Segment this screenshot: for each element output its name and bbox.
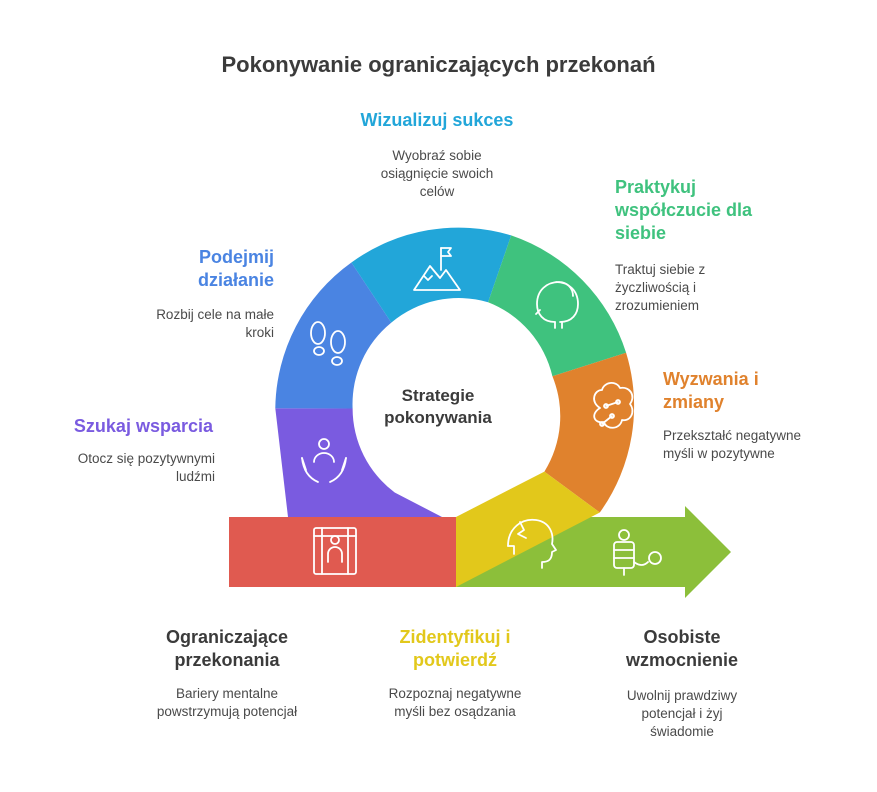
- desc-line: myśli w pozytywne: [663, 446, 775, 461]
- heading-limiting-beliefs: [127, 626, 327, 672]
- heading-line: potwierdź: [413, 650, 497, 670]
- heading-line: siebie: [615, 223, 667, 243]
- heading-line: Wizualizuj sukces: [360, 110, 514, 130]
- desc-seek-support: [78, 450, 215, 486]
- heading-line: współczucie dla: [615, 200, 753, 220]
- heading-seek-support-line: Szukaj wsparcia: [73, 416, 213, 436]
- heading-line: Osobiste: [643, 627, 721, 647]
- desc-line: kroki: [245, 325, 274, 340]
- heading-line: przekonania: [174, 650, 280, 670]
- center-label-line-1: Strategie: [401, 386, 475, 405]
- desc-line: Wyobraź sobie: [392, 148, 482, 163]
- desc-line: osiągnięcie swoich: [380, 166, 494, 181]
- heading-line: Zidentyfikuj i: [399, 627, 511, 647]
- desc-line: życzliwością i: [615, 280, 697, 295]
- heading-identify: [355, 626, 555, 672]
- heading-line: Praktykuj: [615, 177, 697, 197]
- desc-line: Rozpoznaj negatywne: [388, 686, 522, 701]
- desc-line: Otocz się pozytywnymi: [77, 451, 215, 466]
- center-label: [358, 385, 518, 429]
- heading-line: działanie: [197, 270, 274, 290]
- desc-line: Przekształć negatywne: [663, 428, 802, 443]
- desc-line: celów: [419, 184, 455, 199]
- heading-line: wzmocnienie: [625, 650, 739, 670]
- heading-personal-empowerment: [582, 626, 782, 672]
- desc-line: Uwolnij prawdziwy: [626, 688, 738, 703]
- desc-visualize: [337, 147, 537, 201]
- heading-line: Podejmij: [198, 247, 274, 267]
- center-label-line-2: pokonywania: [384, 408, 492, 427]
- desc-identify: [345, 685, 565, 721]
- desc-line: Traktuj siebie z: [615, 262, 706, 277]
- desc-line: powstrzymują potencjał: [156, 704, 298, 719]
- desc-line: Bariery mentalne: [175, 686, 279, 701]
- ring-segment-compassion: [488, 235, 626, 376]
- desc-limiting-beliefs: [117, 685, 337, 721]
- heading-visualize: [327, 109, 547, 132]
- heading-challenge-change: [663, 368, 759, 414]
- desc-line: świadomie: [650, 724, 714, 739]
- desc-line: zrozumieniem: [615, 298, 700, 313]
- heading-line: Ograniczające: [165, 627, 289, 647]
- heading-self-compassion: [615, 176, 752, 245]
- desc-self-compassion: [615, 261, 705, 315]
- desc-take-action: [156, 306, 274, 342]
- heading-line: zmiany: [663, 392, 725, 412]
- desc-personal-empowerment: [582, 687, 782, 741]
- desc-line: ludźmi: [175, 469, 215, 484]
- heading-take-action: [198, 246, 274, 292]
- desc-line: potencjał i żyj: [641, 706, 723, 721]
- desc-challenge-change: [663, 427, 801, 463]
- diagram-title: Pokonywanie ograniczających przekonań: [221, 52, 656, 77]
- heading-line: Wyzwania i: [663, 369, 759, 389]
- desc-line: Rozbij cele na małe: [156, 307, 274, 322]
- heading-seek-support: [74, 415, 213, 438]
- desc-line: myśli bez osądzania: [394, 704, 516, 719]
